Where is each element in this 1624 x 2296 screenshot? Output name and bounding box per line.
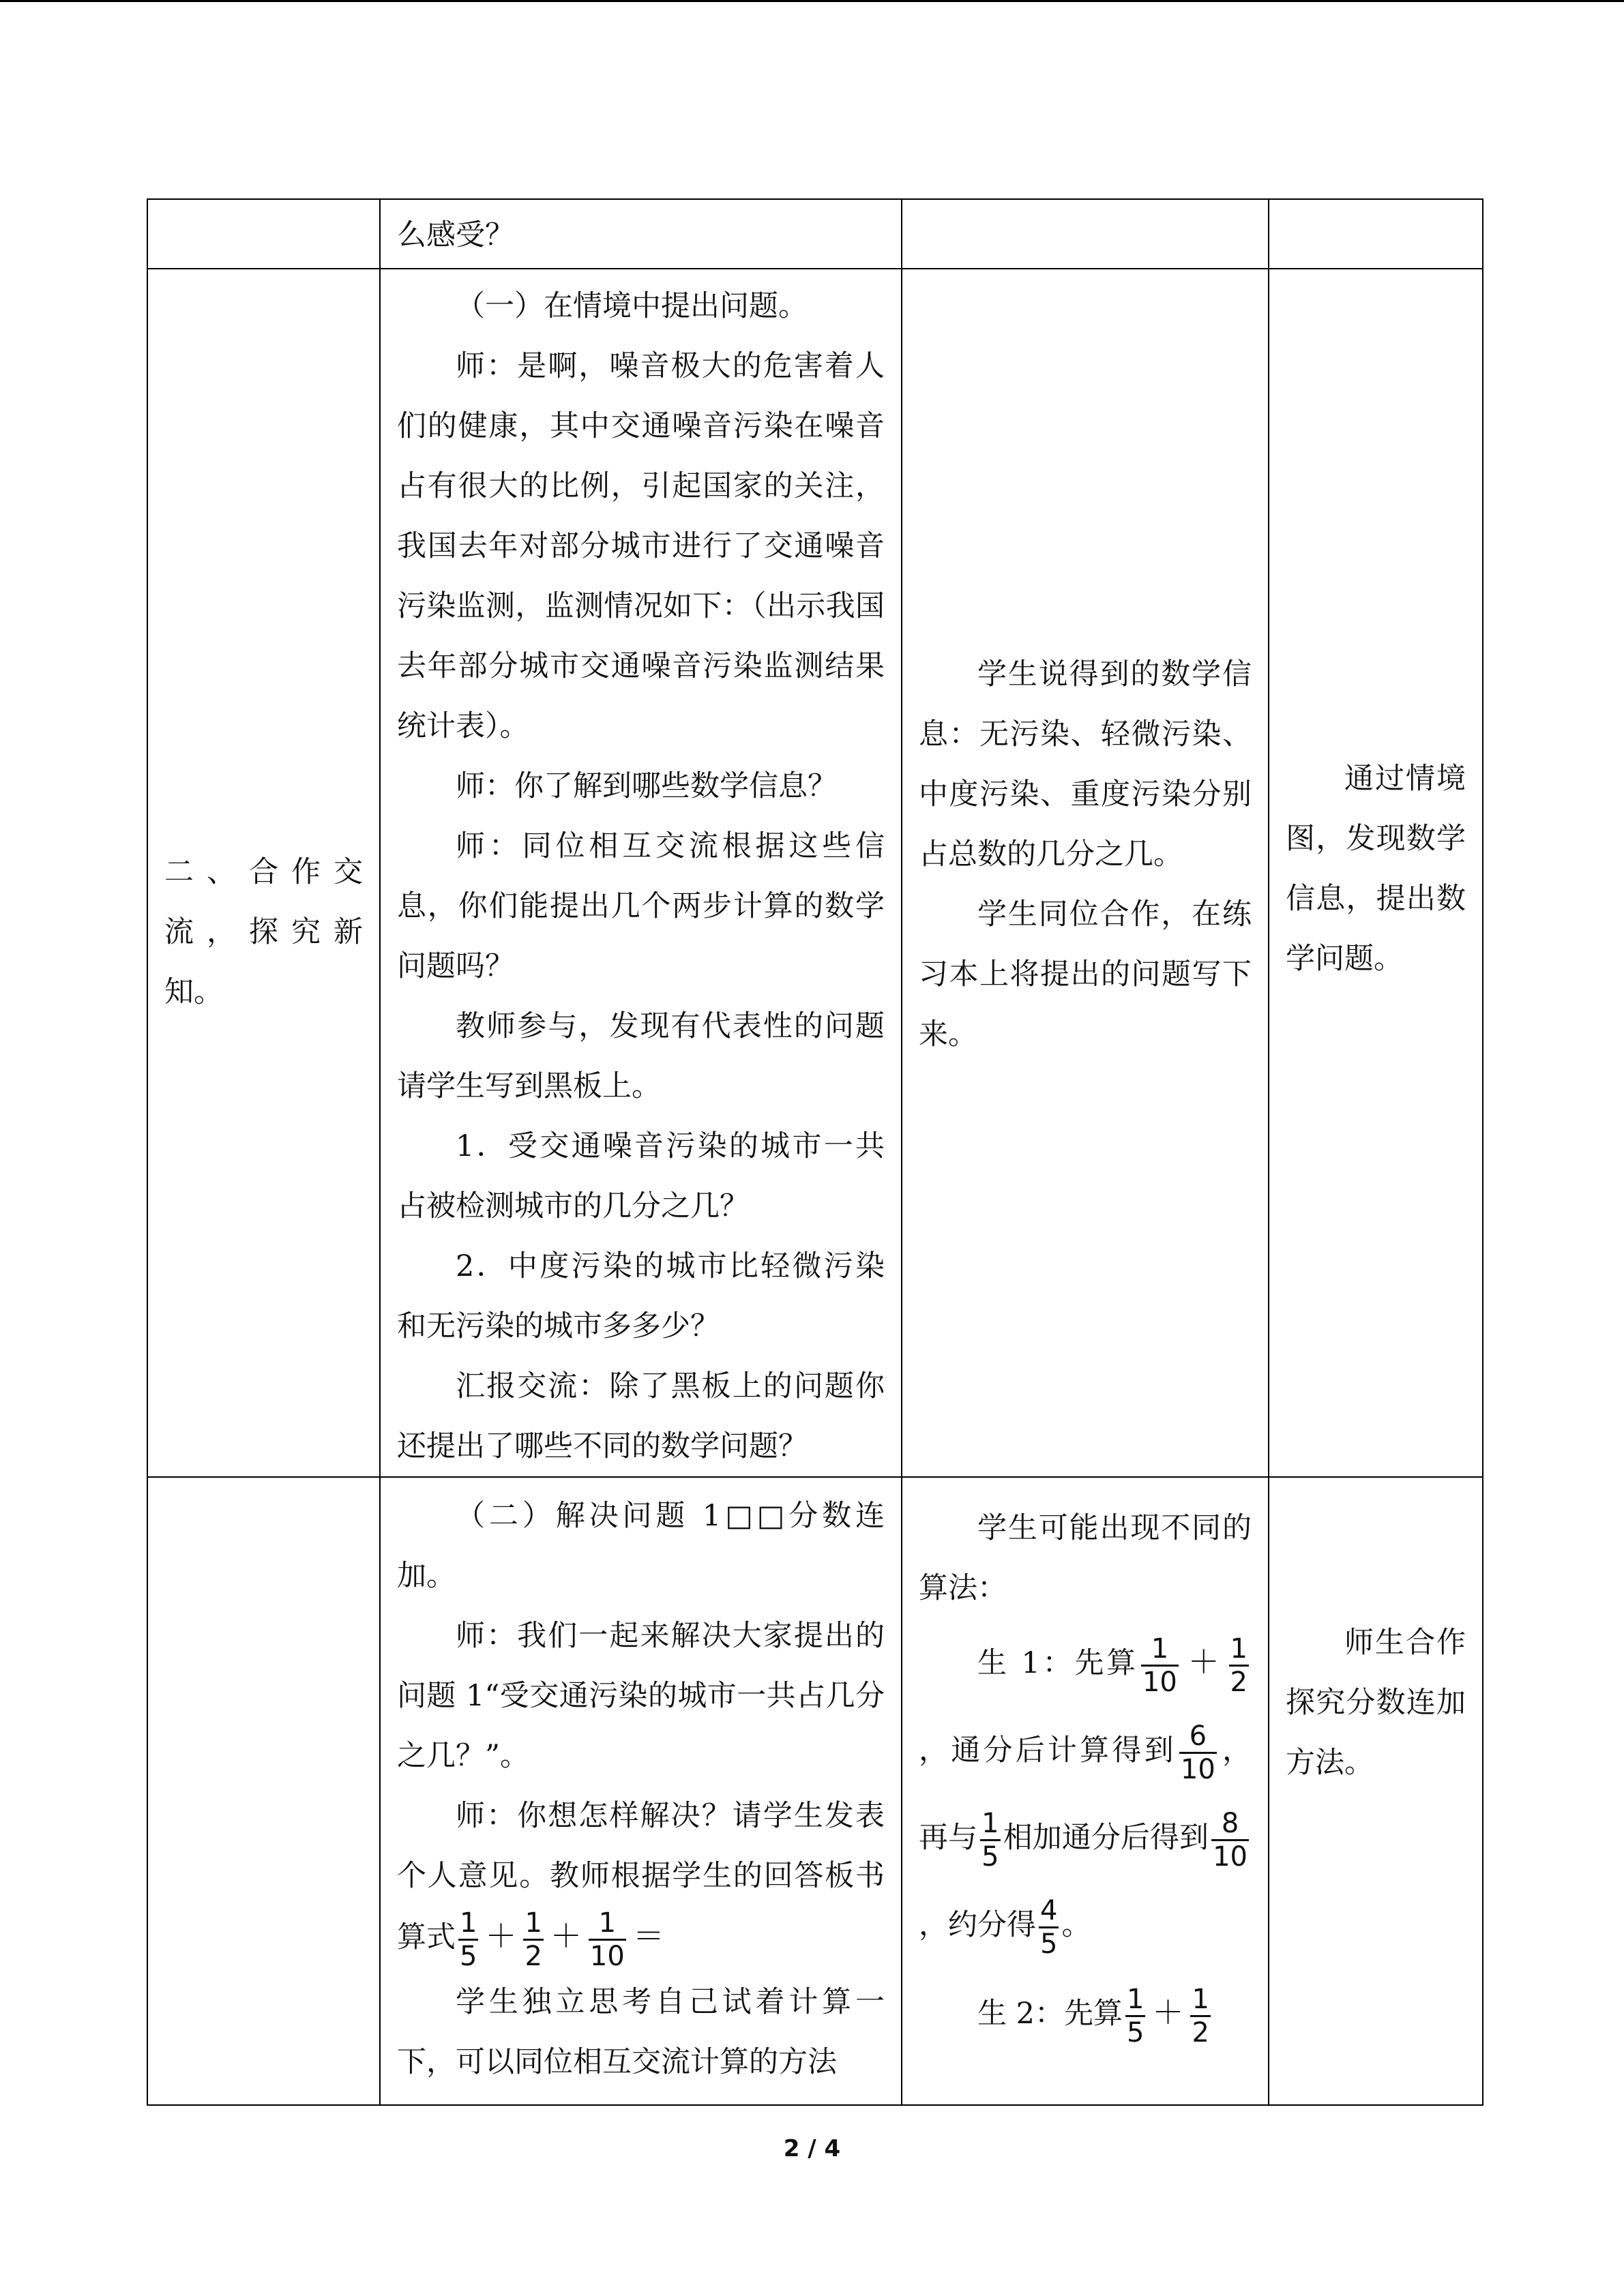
stage-cell [147,199,380,269]
fraction: $\frac{1}{5}$ [981,1807,999,1873]
paragraph: 生 2：先算 $\frac{1}{5}$ ＋ $\frac{1}{2}$ [977,1983,1209,2048]
paragraph: 学生同位合作，在练习本上将提出的问题写下来。 [919,897,1252,1052]
student-activity-cell [902,199,1269,269]
student-activity-cell [902,1477,1269,2105]
fraction: $\frac{6}{10}$ [1180,1720,1215,1785]
paragraph: 师：同位相互交流根据这些信息，你们能提出几个两步计算的数学问题吗？ [397,829,885,983]
fraction: $\frac{1}{2}$ [525,1907,542,1972]
table-row [147,269,1483,1477]
stage-title: 二、合作交流，探究新知。 [164,855,363,1009]
content-text: 么感受？ [397,218,514,252]
paragraph: 生 1：先算 $\frac{1}{10}$ ＋ $\frac{1}{2}$ ，通分后计算得到 $\frac{6}{10}$ ，再与 $\frac{1}{5}$ 相加通分后得到 $\frac{8}{10}$ ，约分得 $\frac{4}{5}$ 。 [919,1632,1252,1960]
paragraph: 师：是啊，噪音极大的危害着人们的健康，其中交通噪音污染在噪音占有很大的比例，引起国家的关注，我国去年对部分城市进行了交通噪音污染监测，监测情况如下：（出示我国去年部分城市交通噪音污染监测结果统计表）。 [397,349,885,743]
paragraph [397,1786,885,1972]
fraction: $\frac{1}{2}$ [1192,1983,1209,2048]
fraction: $\frac{1}{2}$ [1230,1632,1247,1698]
paragraph: 1．受交通噪音污染的城市一共占被检测城市的几分之几？ [397,1129,885,1223]
equals-sign: ＝ [632,1918,664,1954]
paragraph: 汇报交流：除了黑板上的问题你还提出了哪些不同的数学问题？ [397,1369,885,1463]
paragraph: （一）在情境中提出问题。 [456,289,808,323]
teacher-activity-cell [380,199,902,269]
fraction: $\frac{1}{10}$ [1142,1632,1177,1698]
fraction: $\frac{4}{5}$ [1040,1894,1058,1960]
fraction: $\frac{1}{10}$ [589,1907,625,1972]
design-intent-cell [1269,199,1483,269]
paragraph: 学生说得到的数学信息：无污染、轻微污染、中度污染、重度污染分别占总数的几分之几。 [919,657,1252,871]
design-intent-text: 师生合作探究分数连加方法。 [1286,1626,1466,1780]
table-row [147,199,1483,269]
student-activity-cell [902,269,1269,1477]
plus-sign: ＋ [1185,1643,1222,1680]
paragraph-text: 师：你想怎样解决？请学生发表个人意见。教师根据学生的回答板书算式 [397,1799,885,1954]
paragraph: 师：你了解到哪些数学信息？ [456,769,837,803]
paragraph: 学生独立思考自己试着计算一下，可以同位相互交流计算的方法 [397,1984,885,2079]
table-row [147,1477,1483,2105]
stage-cell [147,1477,380,2105]
paragraph: 教师参与，发现有代表性的问题请学生写到黑板上。 [397,1009,885,1103]
plus-sign: ＋ [1152,1994,1184,2031]
paragraph: 学生可能出现不同的算法： [919,1511,1252,1605]
fraction: $\frac{1}{5}$ [460,1907,477,1972]
design-intent-cell [1269,269,1483,1477]
paragraph: 2．中度污染的城市比轻微污染和无污染的城市多多少？ [397,1249,885,1343]
paragraph: 师：我们一起来解决大家提出的问题 1“受交通污染的城市一共占几分之几？”。 [397,1619,885,1773]
stage-cell [147,269,380,1477]
design-intent-text: 通过情境图，发现数学信息，提出数学问题。 [1286,762,1466,976]
fraction: $\frac{1}{5}$ [1127,1983,1145,2048]
plus-sign: ＋ [485,1918,517,1954]
plus-sign: ＋ [550,1918,582,1954]
fraction: $\frac{8}{10}$ [1213,1807,1248,1873]
page-number: 2 / 4 [783,2135,841,2162]
teacher-activity-cell [380,269,902,1477]
lesson-plan-table [147,198,1483,2106]
design-intent-cell [1269,1477,1483,2105]
teacher-activity-cell [380,1477,902,2105]
paragraph: （二）解决问题 1□□分数连加。 [397,1499,885,1593]
